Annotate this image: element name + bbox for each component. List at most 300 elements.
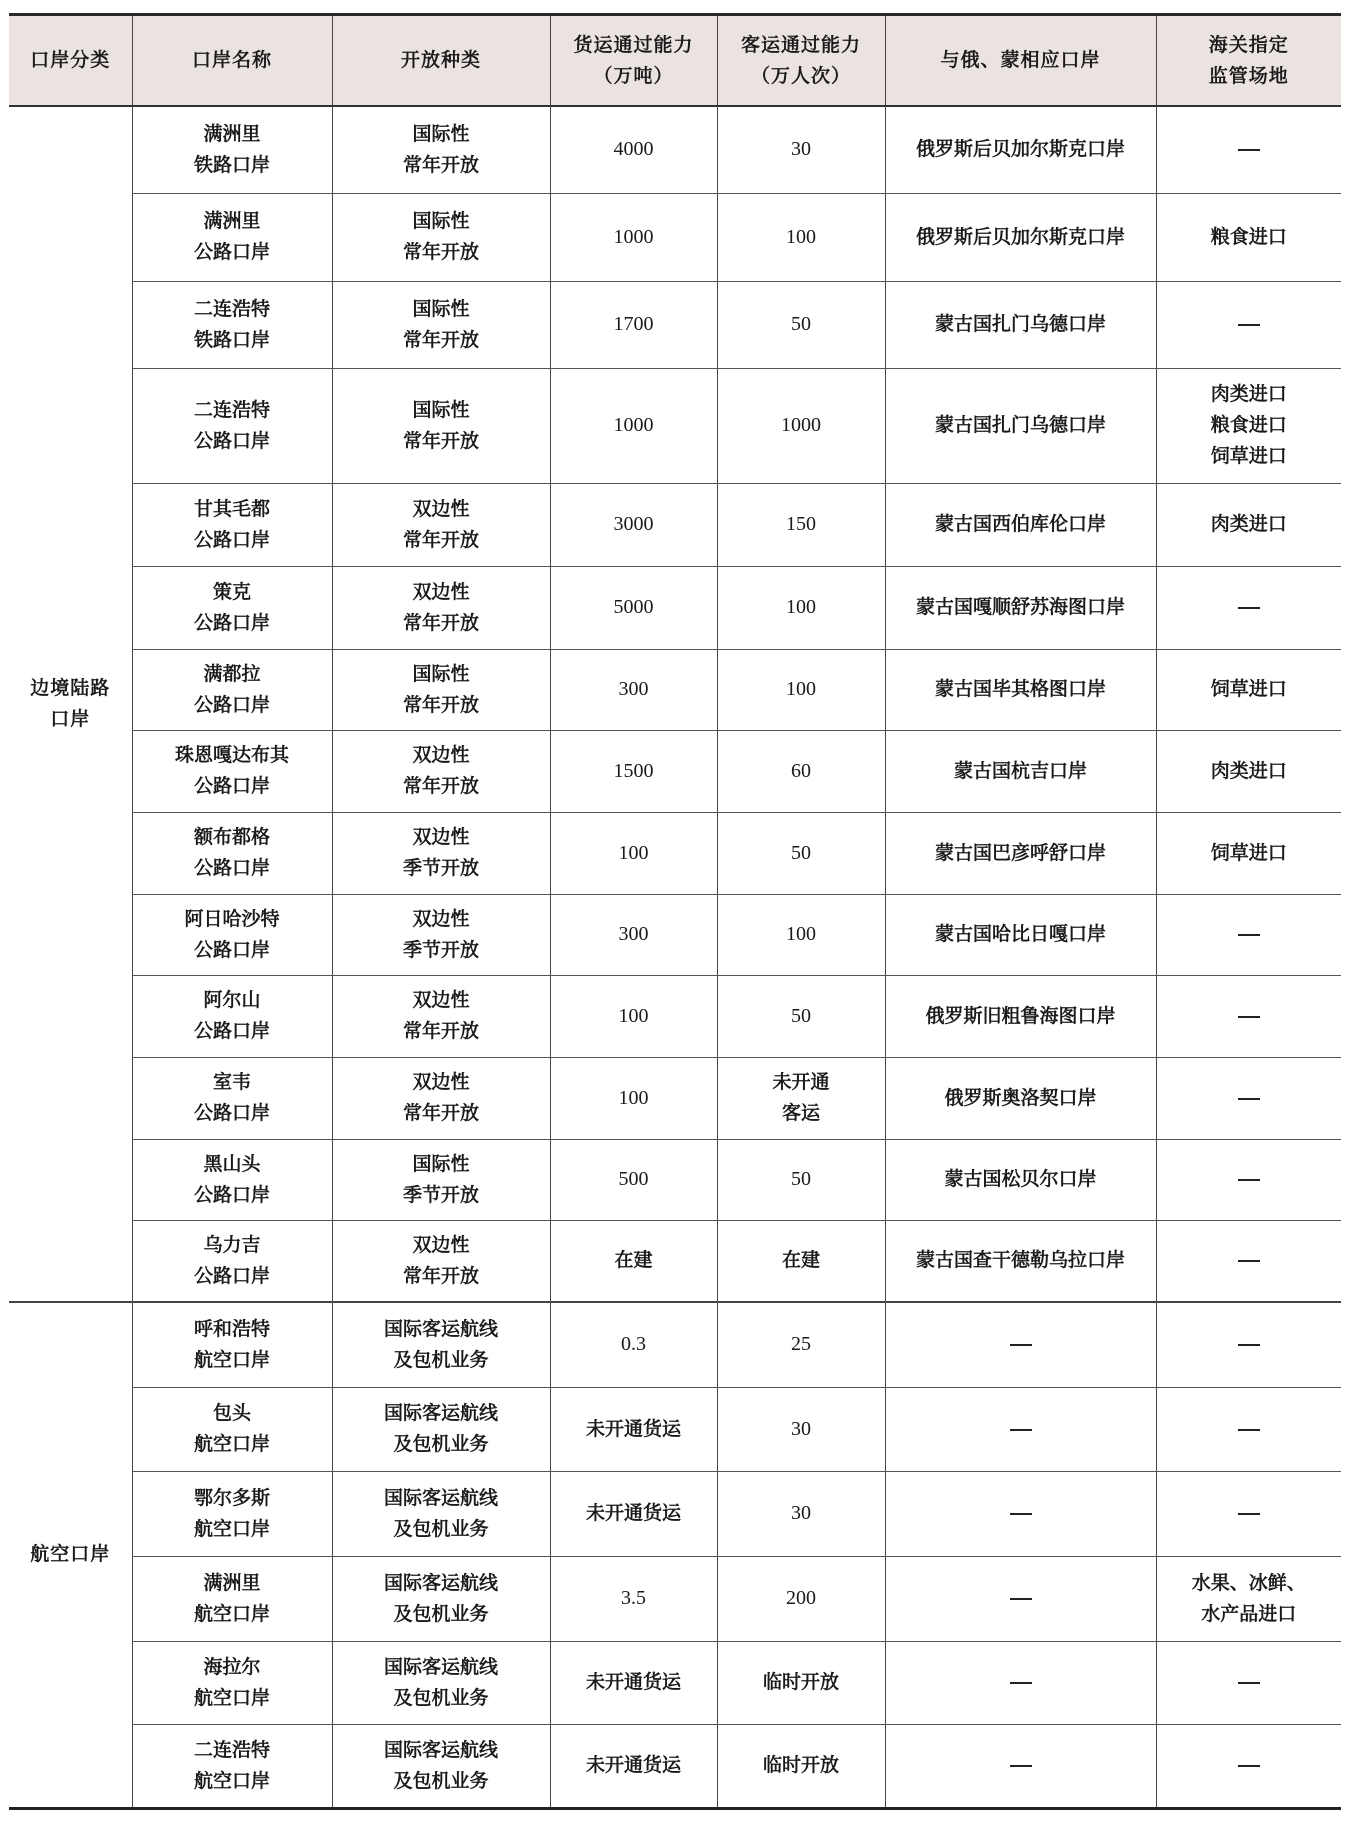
opening-type-text: 国际客运航线: [383, 1317, 498, 1340]
cargo-capacity-text: 1700: [613, 313, 654, 335]
port-name-text: 满洲里: [203, 122, 261, 145]
opening-type-text: 双边性: [412, 1233, 470, 1256]
opening-type-text: 常年开放: [402, 241, 479, 263]
cargo-capacity-cell: [550, 281, 717, 368]
port-name-cell: [132, 975, 332, 1057]
customs-site-text: 肉类进口: [1210, 383, 1287, 405]
cargo-capacity-text: 4000: [613, 138, 654, 161]
table-row: [9, 1220, 1341, 1302]
passenger-capacity-cell: [717, 368, 885, 483]
table-row: [9, 975, 1341, 1057]
customs-site-cell: [1156, 106, 1341, 193]
header-label-line: 客运通过能力: [740, 33, 861, 56]
cargo-capacity-text: 在建: [614, 1249, 653, 1272]
opening-type-text: 国际性: [412, 122, 470, 145]
counterpart-port-text: 俄罗斯旧粗鲁海图口岸: [925, 1004, 1116, 1027]
cargo-capacity-text: 3.5: [621, 1587, 646, 1609]
counterpart-port-cell: [885, 975, 1156, 1057]
passenger-capacity-text: 150: [786, 513, 816, 535]
opening-type-text: 常年开放: [402, 153, 479, 176]
opening-type-text: 国际性: [412, 398, 470, 421]
passenger-capacity-cell: [717, 1139, 885, 1220]
cargo-capacity-cell: [550, 1302, 717, 1387]
table-row: [9, 1387, 1341, 1471]
customs-site-cell: [1156, 1641, 1341, 1724]
opening-type-text: 双边性: [412, 580, 470, 603]
counterpart-port-text: 蒙古国松贝尔口岸: [944, 1168, 1097, 1190]
empty-dash-icon: [1238, 1682, 1260, 1684]
passenger-capacity-cell: [717, 1220, 885, 1302]
customs-site-cell: [1156, 649, 1341, 730]
passenger-capacity-text: 在建: [781, 1249, 820, 1272]
counterpart-port-text: 俄罗斯奥洛契口岸: [944, 1086, 1097, 1109]
customs-site-text: 水产品进口: [1201, 1602, 1297, 1625]
opening-type-text: 国际性: [412, 662, 470, 685]
header-cargo-capacity: [550, 15, 717, 107]
customs-site-text: 肉类进口: [1210, 513, 1287, 535]
counterpart-port-text: 俄罗斯后贝加尔斯克口岸: [915, 225, 1125, 248]
customs-site-cell: [1156, 1556, 1341, 1641]
passenger-capacity-text: 50: [791, 313, 811, 335]
opening-type-cell: [332, 894, 550, 975]
header-label-line: 与俄、蒙相应口岸: [940, 49, 1101, 71]
ports-table-container: [9, 13, 1341, 1810]
customs-site-text: 饲草进口: [1210, 445, 1287, 467]
port-name-text: 公路口岸: [193, 1183, 270, 1206]
opening-type-text: 国际性: [412, 1152, 470, 1175]
cargo-capacity-cell: [550, 193, 717, 281]
passenger-capacity-text: 未开通: [772, 1071, 830, 1093]
table-row: [9, 106, 1341, 193]
port-name-text: 包头: [212, 1402, 251, 1424]
opening-type-cell: [332, 730, 550, 812]
customs-site-text: 粮食进口: [1210, 414, 1287, 436]
header-label-line: 海关指定: [1208, 33, 1289, 56]
passenger-capacity-text: 25: [791, 1333, 811, 1356]
cargo-capacity-cell: [550, 730, 717, 812]
port-category-label: 航空口岸: [30, 1543, 111, 1566]
opening-type-text: 及包机业务: [393, 1433, 489, 1455]
table-header-row: [9, 15, 1341, 107]
customs-site-cell: [1156, 1724, 1341, 1808]
empty-dash-icon: [1010, 1682, 1032, 1684]
port-name-text: 公路口岸: [193, 611, 270, 634]
table-row: [9, 1302, 1341, 1387]
table-row: [9, 281, 1341, 368]
customs-site-cell: [1156, 1302, 1341, 1387]
table-row: [9, 1471, 1341, 1556]
port-name-text: 甘其毛都: [193, 497, 270, 520]
port-name-text: 策克: [212, 580, 251, 603]
opening-type-text: 国际性: [412, 210, 470, 232]
port-name-text: 额布都格: [193, 826, 270, 848]
cargo-capacity-text: 500: [618, 1168, 649, 1190]
port-name-text: 公路口岸: [193, 1020, 270, 1042]
port-name-text: 室韦: [212, 1071, 251, 1093]
passenger-capacity-cell: [717, 281, 885, 368]
counterpart-port-cell: [885, 1057, 1156, 1139]
empty-dash-icon: [1010, 1765, 1032, 1767]
customs-site-cell: [1156, 193, 1341, 281]
opening-type-cell: [332, 1724, 550, 1808]
opening-type-text: 常年开放: [402, 775, 479, 797]
opening-type-cell: [332, 483, 550, 566]
port-name-cell: [132, 566, 332, 649]
empty-dash-icon: [1010, 1598, 1032, 1600]
cargo-capacity-cell: [550, 1471, 717, 1556]
port-name-cell: [132, 1471, 332, 1556]
port-name-cell: [132, 1556, 332, 1641]
port-name-cell: [132, 1220, 332, 1302]
table-row: [9, 1641, 1341, 1724]
customs-site-cell: [1156, 1057, 1341, 1139]
port-name-text: 阿尔山: [203, 989, 261, 1011]
opening-type-text: 季节开放: [402, 1183, 479, 1206]
opening-type-text: 双边性: [412, 907, 470, 930]
port-name-cell: [132, 1057, 332, 1139]
passenger-capacity-cell: [717, 483, 885, 566]
customs-site-text: 肉类进口: [1210, 759, 1287, 782]
port-name-text: 公路口岸: [193, 938, 270, 961]
opening-type-text: 及包机业务: [393, 1769, 489, 1792]
opening-type-text: 常年开放: [402, 1264, 479, 1287]
port-name-text: 航空口岸: [193, 1348, 270, 1371]
opening-type-text: 国际客运航线: [383, 1402, 498, 1424]
port-name-text: 二连浩特: [193, 297, 270, 320]
passenger-capacity-text: 50: [791, 841, 811, 864]
opening-type-text: 季节开放: [402, 938, 479, 961]
port-name-cell: [132, 1302, 332, 1387]
passenger-capacity-text: 30: [791, 1417, 811, 1440]
counterpart-port-text: 蒙古国哈比日嘎口岸: [934, 923, 1106, 945]
opening-type-cell: [332, 812, 550, 894]
port-name-text: 呼和浩特: [193, 1317, 270, 1340]
cargo-capacity-cell: [550, 649, 717, 730]
empty-dash-icon: [1238, 1016, 1260, 1018]
port-name-text: 珠恩嘎达布其: [174, 744, 289, 766]
cargo-capacity-text: 100: [618, 1004, 649, 1027]
passenger-capacity-cell: [717, 106, 885, 193]
customs-site-cell: [1156, 812, 1341, 894]
table-row: [9, 483, 1341, 566]
port-name-text: 阿日哈沙特: [184, 907, 280, 930]
counterpart-port-cell: [885, 106, 1156, 193]
cargo-capacity-text: 1000: [613, 414, 654, 436]
port-name-text: 海拉尔: [203, 1655, 261, 1678]
counterpart-port-cell: [885, 281, 1156, 368]
port-name-text: 公路口岸: [193, 1264, 270, 1287]
port-name-cell: [132, 1641, 332, 1724]
counterpart-port-cell: [885, 483, 1156, 566]
customs-site-cell: [1156, 1471, 1341, 1556]
opening-type-cell: [332, 1220, 550, 1302]
cargo-capacity-cell: [550, 106, 717, 193]
empty-dash-icon: [1010, 1513, 1032, 1515]
header-label-line: 口岸分类: [30, 49, 111, 71]
customs-site-cell: [1156, 483, 1341, 566]
port-name-cell: [132, 1724, 332, 1808]
port-category-label: 口岸: [50, 708, 91, 730]
opening-type-text: 双边性: [412, 744, 470, 766]
counterpart-port-text: 蒙古国查干德勒乌拉口岸: [915, 1249, 1125, 1272]
empty-dash-icon: [1238, 607, 1260, 609]
table-row: [9, 1139, 1341, 1220]
cargo-capacity-text: 未开通货运: [585, 1417, 681, 1440]
counterpart-port-cell: [885, 1724, 1156, 1808]
port-name-cell: [132, 894, 332, 975]
customs-site-text: 水果、冰鲜、: [1191, 1571, 1306, 1594]
empty-dash-icon: [1238, 1513, 1260, 1515]
passenger-capacity-cell: [717, 975, 885, 1057]
counterpart-port-text: 蒙古国西伯库伦口岸: [934, 513, 1106, 535]
counterpart-port-cell: [885, 812, 1156, 894]
port-name-text: 乌力吉: [203, 1233, 261, 1256]
customs-site-cell: [1156, 281, 1341, 368]
ports-table: [9, 13, 1341, 1810]
cargo-capacity-text: 未开通货运: [585, 1502, 681, 1524]
port-name-text: 公路口岸: [193, 528, 270, 551]
opening-type-text: 双边性: [412, 497, 470, 520]
opening-type-text: 季节开放: [402, 857, 479, 879]
counterpart-port-cell: [885, 1387, 1156, 1471]
table-row: [9, 730, 1341, 812]
opening-type-text: 双边性: [412, 989, 470, 1011]
opening-type-cell: [332, 1556, 550, 1641]
port-name-text: 公路口岸: [193, 857, 270, 879]
table-row: [9, 649, 1341, 730]
passenger-capacity-cell: [717, 1302, 885, 1387]
counterpart-port-cell: [885, 1302, 1156, 1387]
cargo-capacity-cell: [550, 1556, 717, 1641]
customs-site-cell: [1156, 730, 1341, 812]
port-category-label: 边境陆路: [30, 677, 111, 699]
customs-site-cell: [1156, 975, 1341, 1057]
cargo-capacity-text: 0.3: [621, 1333, 646, 1356]
port-name-text: 铁路口岸: [193, 328, 270, 351]
counterpart-port-cell: [885, 730, 1156, 812]
table-row: [9, 812, 1341, 894]
port-name-text: 公路口岸: [193, 1102, 270, 1124]
passenger-capacity-text: 60: [791, 759, 811, 782]
opening-type-cell: [332, 193, 550, 281]
table-body: [9, 106, 1341, 1808]
table-row: [9, 193, 1341, 281]
port-category-cell: [9, 106, 132, 1302]
table-row: [9, 368, 1341, 483]
opening-type-cell: [332, 1387, 550, 1471]
passenger-capacity-text: 100: [786, 923, 816, 945]
cargo-capacity-cell: [550, 566, 717, 649]
opening-type-cell: [332, 1302, 550, 1387]
counterpart-port-cell: [885, 368, 1156, 483]
passenger-capacity-cell: [717, 1471, 885, 1556]
customs-site-cell: [1156, 566, 1341, 649]
opening-type-text: 常年开放: [402, 1102, 479, 1124]
empty-dash-icon: [1010, 1344, 1032, 1346]
header-label-line: （万吨）: [593, 64, 674, 87]
port-name-cell: [132, 1139, 332, 1220]
port-name-text: 满洲里: [203, 1571, 261, 1594]
customs-site-cell: [1156, 894, 1341, 975]
port-name-text: 公路口岸: [193, 693, 270, 716]
passenger-capacity-cell: [717, 193, 885, 281]
port-category-cell: [9, 1302, 132, 1808]
opening-type-text: 国际客运航线: [383, 1655, 498, 1678]
opening-type-cell: [332, 1057, 550, 1139]
port-name-text: 满都拉: [203, 662, 261, 685]
passenger-capacity-cell: [717, 812, 885, 894]
port-name-text: 航空口岸: [193, 1433, 270, 1455]
cargo-capacity-text: 5000: [613, 596, 654, 618]
opening-type-text: 国际客运航线: [383, 1738, 498, 1761]
empty-dash-icon: [1238, 324, 1260, 326]
opening-type-cell: [332, 1471, 550, 1556]
passenger-capacity-text: 100: [786, 596, 816, 618]
passenger-capacity-cell: [717, 649, 885, 730]
counterpart-port-cell: [885, 1220, 1156, 1302]
empty-dash-icon: [1238, 934, 1260, 936]
customs-site-cell: [1156, 1139, 1341, 1220]
passenger-capacity-text: 临时开放: [762, 1671, 839, 1693]
cargo-capacity-cell: [550, 1139, 717, 1220]
port-name-cell: [132, 649, 332, 730]
opening-type-text: 双边性: [412, 826, 470, 848]
opening-type-text: 国际客运航线: [383, 1571, 498, 1594]
opening-type-cell: [332, 649, 550, 730]
port-name-text: 鄂尔多斯: [193, 1486, 270, 1509]
table-row: [9, 894, 1341, 975]
counterpart-port-text: 蒙古国巴彦呼舒口岸: [934, 841, 1106, 864]
port-name-text: 满洲里: [203, 210, 261, 232]
counterpart-port-cell: [885, 193, 1156, 281]
opening-type-cell: [332, 975, 550, 1057]
port-name-cell: [132, 730, 332, 812]
counterpart-port-cell: [885, 894, 1156, 975]
passenger-capacity-text: 100: [786, 678, 816, 700]
passenger-capacity-cell: [717, 1556, 885, 1641]
opening-type-text: 及包机业务: [393, 1686, 489, 1709]
port-name-cell: [132, 812, 332, 894]
port-name-cell: [132, 368, 332, 483]
table-row: [9, 1556, 1341, 1641]
passenger-capacity-cell: [717, 1724, 885, 1808]
header-label-line: 口岸名称: [191, 49, 272, 71]
counterpart-port-cell: [885, 649, 1156, 730]
header-port-category: [9, 15, 132, 107]
passenger-capacity-cell: [717, 730, 885, 812]
cargo-capacity-text: 300: [618, 923, 649, 945]
counterpart-port-text: 俄罗斯后贝加尔斯克口岸: [915, 138, 1125, 161]
cargo-capacity-text: 未开通货运: [585, 1754, 681, 1776]
table-row: [9, 1724, 1341, 1808]
port-name-cell: [132, 1387, 332, 1471]
passenger-capacity-cell: [717, 1641, 885, 1724]
cargo-capacity-cell: [550, 975, 717, 1057]
table-row: [9, 566, 1341, 649]
customs-site-text: 饲草进口: [1210, 678, 1287, 700]
passenger-capacity-cell: [717, 894, 885, 975]
empty-dash-icon: [1238, 1098, 1260, 1100]
port-name-text: 黑山头: [203, 1152, 261, 1175]
opening-type-text: 常年开放: [402, 1020, 479, 1042]
cargo-capacity-cell: [550, 1641, 717, 1724]
customs-site-cell: [1156, 368, 1341, 483]
cargo-capacity-text: 未开通货运: [585, 1671, 681, 1693]
opening-type-text: 常年开放: [402, 693, 479, 716]
opening-type-cell: [332, 106, 550, 193]
cargo-capacity-cell: [550, 1387, 717, 1471]
table-row: [9, 1057, 1341, 1139]
passenger-capacity-text: 临时开放: [762, 1754, 839, 1776]
counterpart-port-text: 蒙古国毕其格图口岸: [934, 678, 1106, 700]
opening-type-cell: [332, 1139, 550, 1220]
counterpart-port-cell: [885, 566, 1156, 649]
cargo-capacity-cell: [550, 812, 717, 894]
cargo-capacity-cell: [550, 483, 717, 566]
header-label-line: 开放种类: [400, 49, 481, 71]
port-name-cell: [132, 106, 332, 193]
header-customs-site: [1156, 15, 1341, 107]
header-passenger-capacity: [717, 15, 885, 107]
cargo-capacity-text: 300: [618, 678, 649, 700]
port-name-text: 公路口岸: [193, 241, 270, 263]
cargo-capacity-cell: [550, 894, 717, 975]
port-name-text: 铁路口岸: [193, 153, 270, 176]
opening-type-text: 及包机业务: [393, 1602, 489, 1625]
cargo-capacity-text: 100: [618, 841, 649, 864]
empty-dash-icon: [1238, 1765, 1260, 1767]
port-name-text: 航空口岸: [193, 1769, 270, 1792]
empty-dash-icon: [1010, 1429, 1032, 1431]
empty-dash-icon: [1238, 1344, 1260, 1346]
customs-site-cell: [1156, 1220, 1341, 1302]
passenger-capacity-text: 100: [786, 225, 816, 248]
passenger-capacity-cell: [717, 566, 885, 649]
port-name-text: 公路口岸: [193, 775, 270, 797]
passenger-capacity-text: 1000: [781, 414, 821, 436]
opening-type-text: 常年开放: [402, 429, 479, 452]
port-name-cell: [132, 483, 332, 566]
port-name-text: 二连浩特: [193, 1738, 270, 1761]
passenger-capacity-text: 客运: [781, 1102, 820, 1124]
cargo-capacity-cell: [550, 1057, 717, 1139]
empty-dash-icon: [1238, 1429, 1260, 1431]
opening-type-text: 常年开放: [402, 528, 479, 551]
counterpart-port-text: 蒙古国杭吉口岸: [953, 759, 1087, 782]
header-port-name: [132, 15, 332, 107]
header-label-line: 监管场地: [1208, 64, 1289, 87]
header-label-line: 货运通过能力: [573, 33, 694, 56]
passenger-capacity-cell: [717, 1387, 885, 1471]
customs-site-cell: [1156, 1387, 1341, 1471]
cargo-capacity-text: 3000: [613, 513, 654, 535]
cargo-capacity-cell: [550, 368, 717, 483]
passenger-capacity-cell: [717, 1057, 885, 1139]
counterpart-port-cell: [885, 1556, 1156, 1641]
empty-dash-icon: [1238, 149, 1260, 151]
counterpart-port-text: 蒙古国扎门乌德口岸: [934, 313, 1106, 335]
passenger-capacity-text: 30: [791, 138, 811, 161]
passenger-capacity-text: 30: [791, 1502, 811, 1524]
empty-dash-icon: [1238, 1260, 1260, 1262]
opening-type-cell: [332, 566, 550, 649]
customs-site-text: 粮食进口: [1210, 225, 1287, 248]
opening-type-text: 常年开放: [402, 611, 479, 634]
counterpart-port-cell: [885, 1641, 1156, 1724]
opening-type-text: 国际性: [412, 297, 470, 320]
passenger-capacity-text: 50: [791, 1168, 811, 1190]
header-label-line: （万人次）: [750, 64, 851, 87]
